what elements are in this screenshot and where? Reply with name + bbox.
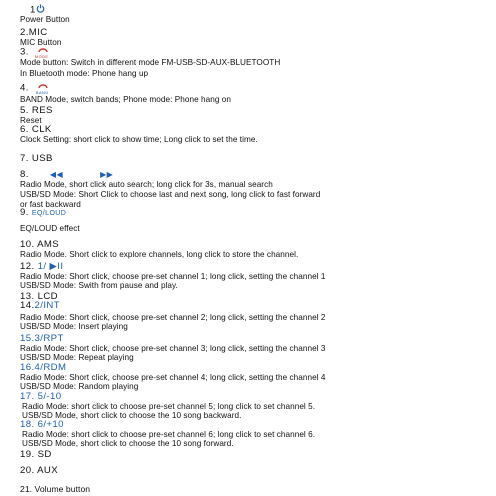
- item-9-heading: [20, 208, 66, 219]
- item-17-heading: [20, 392, 62, 402]
- rpt-label: 3/RPT: [34, 333, 64, 344]
- item-8-desc-radio: Radio Mode, short click auto search; long click for 3s, manual search: [20, 180, 273, 189]
- next-icon: ▶▶: [100, 170, 114, 179]
- item-15-desc-radio: Radio Mode: Short click, choose pre-set channel 3; long click, setting the channel 3: [20, 344, 326, 353]
- item-21-heading: 21. Volume button: [20, 484, 91, 494]
- minus-10-label: 5/-10: [37, 391, 62, 402]
- item-number: 17.: [20, 391, 35, 402]
- play-pause-label: 1/ ▶II: [37, 261, 64, 272]
- item-14-heading: [20, 301, 60, 311]
- item-5-heading: 5. RES: [20, 105, 53, 116]
- item-2-heading: 2.MIC: [20, 27, 48, 38]
- item-13-heading: 13. LCD: [20, 291, 58, 302]
- item-18-heading: [20, 420, 64, 430]
- item-6-desc: Clock Setting: short click to show time; Long click to set the time.: [20, 135, 258, 144]
- int-label: 2/INT: [34, 300, 61, 311]
- previous-icon: ◀◀: [49, 170, 63, 179]
- item-16-heading: [20, 363, 66, 373]
- item-number: 1: [30, 4, 36, 16]
- item-number: 14.: [20, 300, 35, 311]
- item-9-desc: EQ/LOUD effect: [20, 224, 80, 233]
- item-20-heading: 20. AUX: [20, 465, 58, 476]
- item-19-heading: 19. SD: [20, 449, 52, 460]
- item-number: 3.: [20, 46, 29, 58]
- item-number: 4.: [20, 82, 29, 94]
- eq-loud-label: EQ/LOUD: [31, 210, 67, 217]
- item-number: 15.: [20, 333, 35, 344]
- item-10-heading: 10. AMS: [20, 239, 60, 250]
- item-16-desc-radio: Radio Mode: Short click, choose pre-set channel 4; long click, setting the channel 4: [20, 373, 326, 382]
- item-8-desc-usb: USB/SD Mode: Short Click to choose last and next song, long click to fast forward: [20, 190, 321, 199]
- item-16-desc-usb: USB/SD Mode: Random playing: [20, 382, 139, 391]
- item-17-desc-usb: USB/SD Mode, short click to choose the 10 song backward.: [22, 411, 242, 420]
- item-17-desc-radio: Radio Mode: short click to choose pre-set channel 5; long click to set channel 5.: [22, 402, 316, 411]
- item-6-heading: 6. CLK: [20, 124, 52, 135]
- item-number: 16.: [20, 362, 35, 373]
- mode-icon-label: MODE: [34, 54, 49, 59]
- item-14-desc-usb: USB/SD Mode: Insert playing: [20, 322, 128, 331]
- item-12-desc-radio: Radio Mode: Short click, choose pre-set channel 1; long click, setting the channel 1: [20, 272, 326, 281]
- item-3-heading: [20, 47, 54, 58]
- item-number: 18.: [20, 419, 35, 430]
- item-3-desc: Mode button: Switch in different mode FM-USB-SD-AUX-BLUETOOTH: [20, 58, 281, 67]
- power-button-label: Power Button: [20, 15, 70, 24]
- item-18-desc-radio: Radio Mode: short click to choose pre-set channel 6; long click to set channel 6.: [22, 430, 316, 439]
- item-15-desc-usb: USB/SD Mode: Repeat playing: [20, 353, 134, 362]
- item-7-heading: 7. USB: [20, 153, 53, 164]
- item-number: 8.: [20, 169, 29, 180]
- item-10-desc: Radio Mode. Short click to explore channels, long click to store the channel.: [20, 250, 299, 259]
- item-3-desc-bluetooth: In Bluetooth mode: Phone hang up: [20, 69, 149, 78]
- item-12-heading: [20, 262, 63, 272]
- item-4-desc: BAND Mode, switch bands; Phone mode: Phone hang on: [20, 95, 231, 104]
- item-18-desc-usb: USB/SD Mode, short click to choose the 10 song forward.: [22, 439, 234, 448]
- plus-10-label: 6/+10: [37, 419, 64, 430]
- item-12-desc-usb: USB/SD Mode: Swith from pause and play.: [20, 281, 178, 290]
- item-5-desc: Reset: [20, 116, 42, 125]
- item-number: 9.: [20, 207, 29, 218]
- item-8-desc-cont: or fast backward: [20, 200, 81, 209]
- item-2-desc: MIC Button: [20, 38, 62, 47]
- item-15-heading: [20, 334, 64, 344]
- item-8-heading: [20, 170, 113, 180]
- item-number: 12.: [20, 261, 35, 272]
- item-4-heading: [20, 83, 54, 94]
- item-14-desc-radio: Radio Mode: Short click, choose pre-set channel 2; long click, setting the channel 2: [20, 313, 326, 322]
- band-icon: [32, 83, 54, 93]
- mode-icon: [32, 47, 54, 57]
- band-icon-label: BAND: [35, 90, 49, 95]
- rdm-label: 4/RDM: [34, 362, 67, 373]
